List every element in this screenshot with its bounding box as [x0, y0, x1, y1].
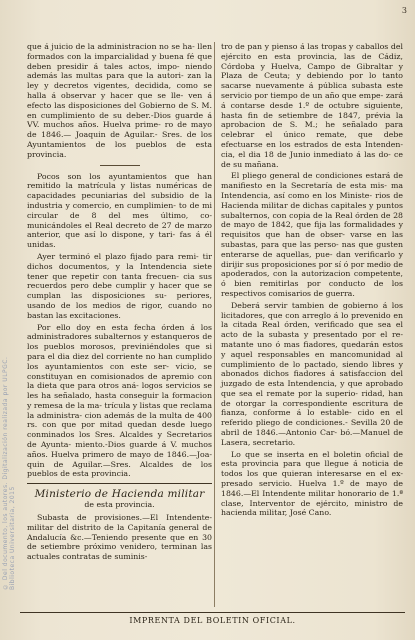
left-paragraph-2: Pocos son los ayuntamientos que han remitido la matrícula y listas numéricas de capacidades pecuniarias del subsidio de la industria y comercio, en cumplimien- to de mi circular de 8 del mes último, co- municándoles el Real decreto de 27 de marzo anterior, que así lo dispone, y tari- fas á él unidas. [27, 171, 212, 250]
left-paragraph-3: Ayer terminó el plazo fijado para remi- tir dichos documentos, y la Intendencia siete tener que repetir con tanta frecuen- cia sus recuerdos pero debe cumplir y hacer que se cumplan las disposiciones su- periores, usando de los medios de rigor, cuando no bastan las excitaciones. [27, 251, 212, 320]
section-title: Ministerio de Hacienda militar [34, 488, 205, 501]
printer-footer: IMPRENTA DEL BOLETIN OFICIAL. [20, 612, 405, 630]
column-divider [214, 42, 215, 607]
right-column [221, 42, 403, 520]
right-paragraph-3: Deberá servir tambien de gobierno á los licitadores, que con arreglo á lo prevenido en la citada Real órden, verificado que sea el acto de la subasta y presentado por el re- matante uno ó mas fiadores, quedarán estos y aquel responsables en mancomunidad al cumplimiento de lo pactado, siendo libres y abonados dichos fiadores á satisfaccion del juzgado de esta Intendencia, y que aprobado que sea el remate por la superio- ridad, han de otorgar la correspondiente escritura de fianza, conforme á lo estable- cido en el referido pliego de condiciones.- Sevilla 20 de abril de 1846.—Antonio Car- bó.—Manuel de Lasera, secretario. [221, 300, 403, 447]
archive-stamp: © Del documento, los autores. Digitalización realizada por ULPGC. Biblioteca Universitaria, 2015 [2, 356, 16, 590]
right-paragraph-2: El pliego general de condiciones estará de manifiesto en la Secretaría de esta mis- ma Intendencia, así como en los Ministe- rios de Hacienda militar de dichas capitales y puntos subalternos, con copia de la Real órden de 28 de mayo de 1842, que fija las formalidades y requisitos que han de obser- varse en las subastas, para que las perso- nas que gusten enterarse de aquellas, pue- dan verificarlo y dirijir sus proposiciones por sí ó por medio de apoderados, con la autorizacion competente, ó bien remitirlas por conducto de los respectivos comisarios de guerra. [221, 171, 403, 298]
left-paragraph-4: Por ello doy en esta fecha órden á los administradores subalternos y estanqueros de los pueblos morosos, previniéndoles que si para el dia diez del corriente no han cumplido los ayuntamientos con este ser- vicio, se constituyan en comisionados de apremio con la dieta que para otros aná- logos servicios se les ha señalado, hasta conseguir la formacion y remesa de la ma- trícula y listas que reclama la administra- cion además de la multa de 400 rs. con que por mitad quedan desde luego conminados los Sres. Alcaldes y Secretarios de Ayunta- miento.-Dios guarde á V. muchos años. Huelva primero de mayo de 1846.—Joa- quin de Aguilar.—Sres. Alcaldes de los pueblos de esta provincia. [27, 322, 212, 479]
section-subtitle: de esta provincia. [84, 500, 155, 510]
left-paragraph-1: que á juicio de la administracion no se ha- llen formados con la imparcialidad y buena fé que deben presidir á tales actos, impo- niendo además las multas para que la autori- zan la ley y decretos vigentes, decidida, como se halla á observar y hacer que se lle- ven á efecto las disposiciones del Gobierno de S. M. en cumplimiento de su deber.-Dios guarde á VV. muchos años. Huelva prime- ro de mayo de 1846.— Joaquin de Aguilar.- Sres. de los Ayuntamientos de los pueblos de esta provincia. [27, 42, 212, 159]
left-paragraph-5: Subasta de provisiones.—El Intendente- militar del distrito de la Capitanía general de Andalucía &c.—Teniendo presente que en 30 de setiembre próximo venidero, terminan las actuales contratas de suminis- [27, 513, 212, 562]
right-paragraph-4: Lo que se inserta en el boletin oficial de esta provincia para que llegue á noticia de todos los que quieran interesarse en el ex- presado servicio. Huelva 1.º de mayo de 1846.—El Intendente militar honorario de 1.ª clase, Interventor de ejército, ministro de hacienda militar, José Cano. [221, 449, 403, 518]
separator-rule [100, 165, 140, 166]
page-number: 3 [401, 6, 407, 15]
right-paragraph-1: tro de pan y pienso á las tropas y caballos del ejército en esta provincia, las de Cádiz, Córdoba y Huelva, Campo de Gibraltar y Plaza de Ceuta; y debiendo por lo tanto sacarse nuevamente á pública subasta este servicio por tiempo de un año que empe- zará á contarse desde 1.º de octubre siguiente, hasta fin de setiembre de 1847, prévia la aprobacion de S. M.; he señalado para celebrar el único remate, que debe efectuarse en los estrados de esta Intenden- cia, el dia 18 de Junio inmediato á las do- ce de su mañana. [221, 42, 403, 169]
left-column [27, 42, 212, 564]
section-rule [27, 483, 212, 484]
